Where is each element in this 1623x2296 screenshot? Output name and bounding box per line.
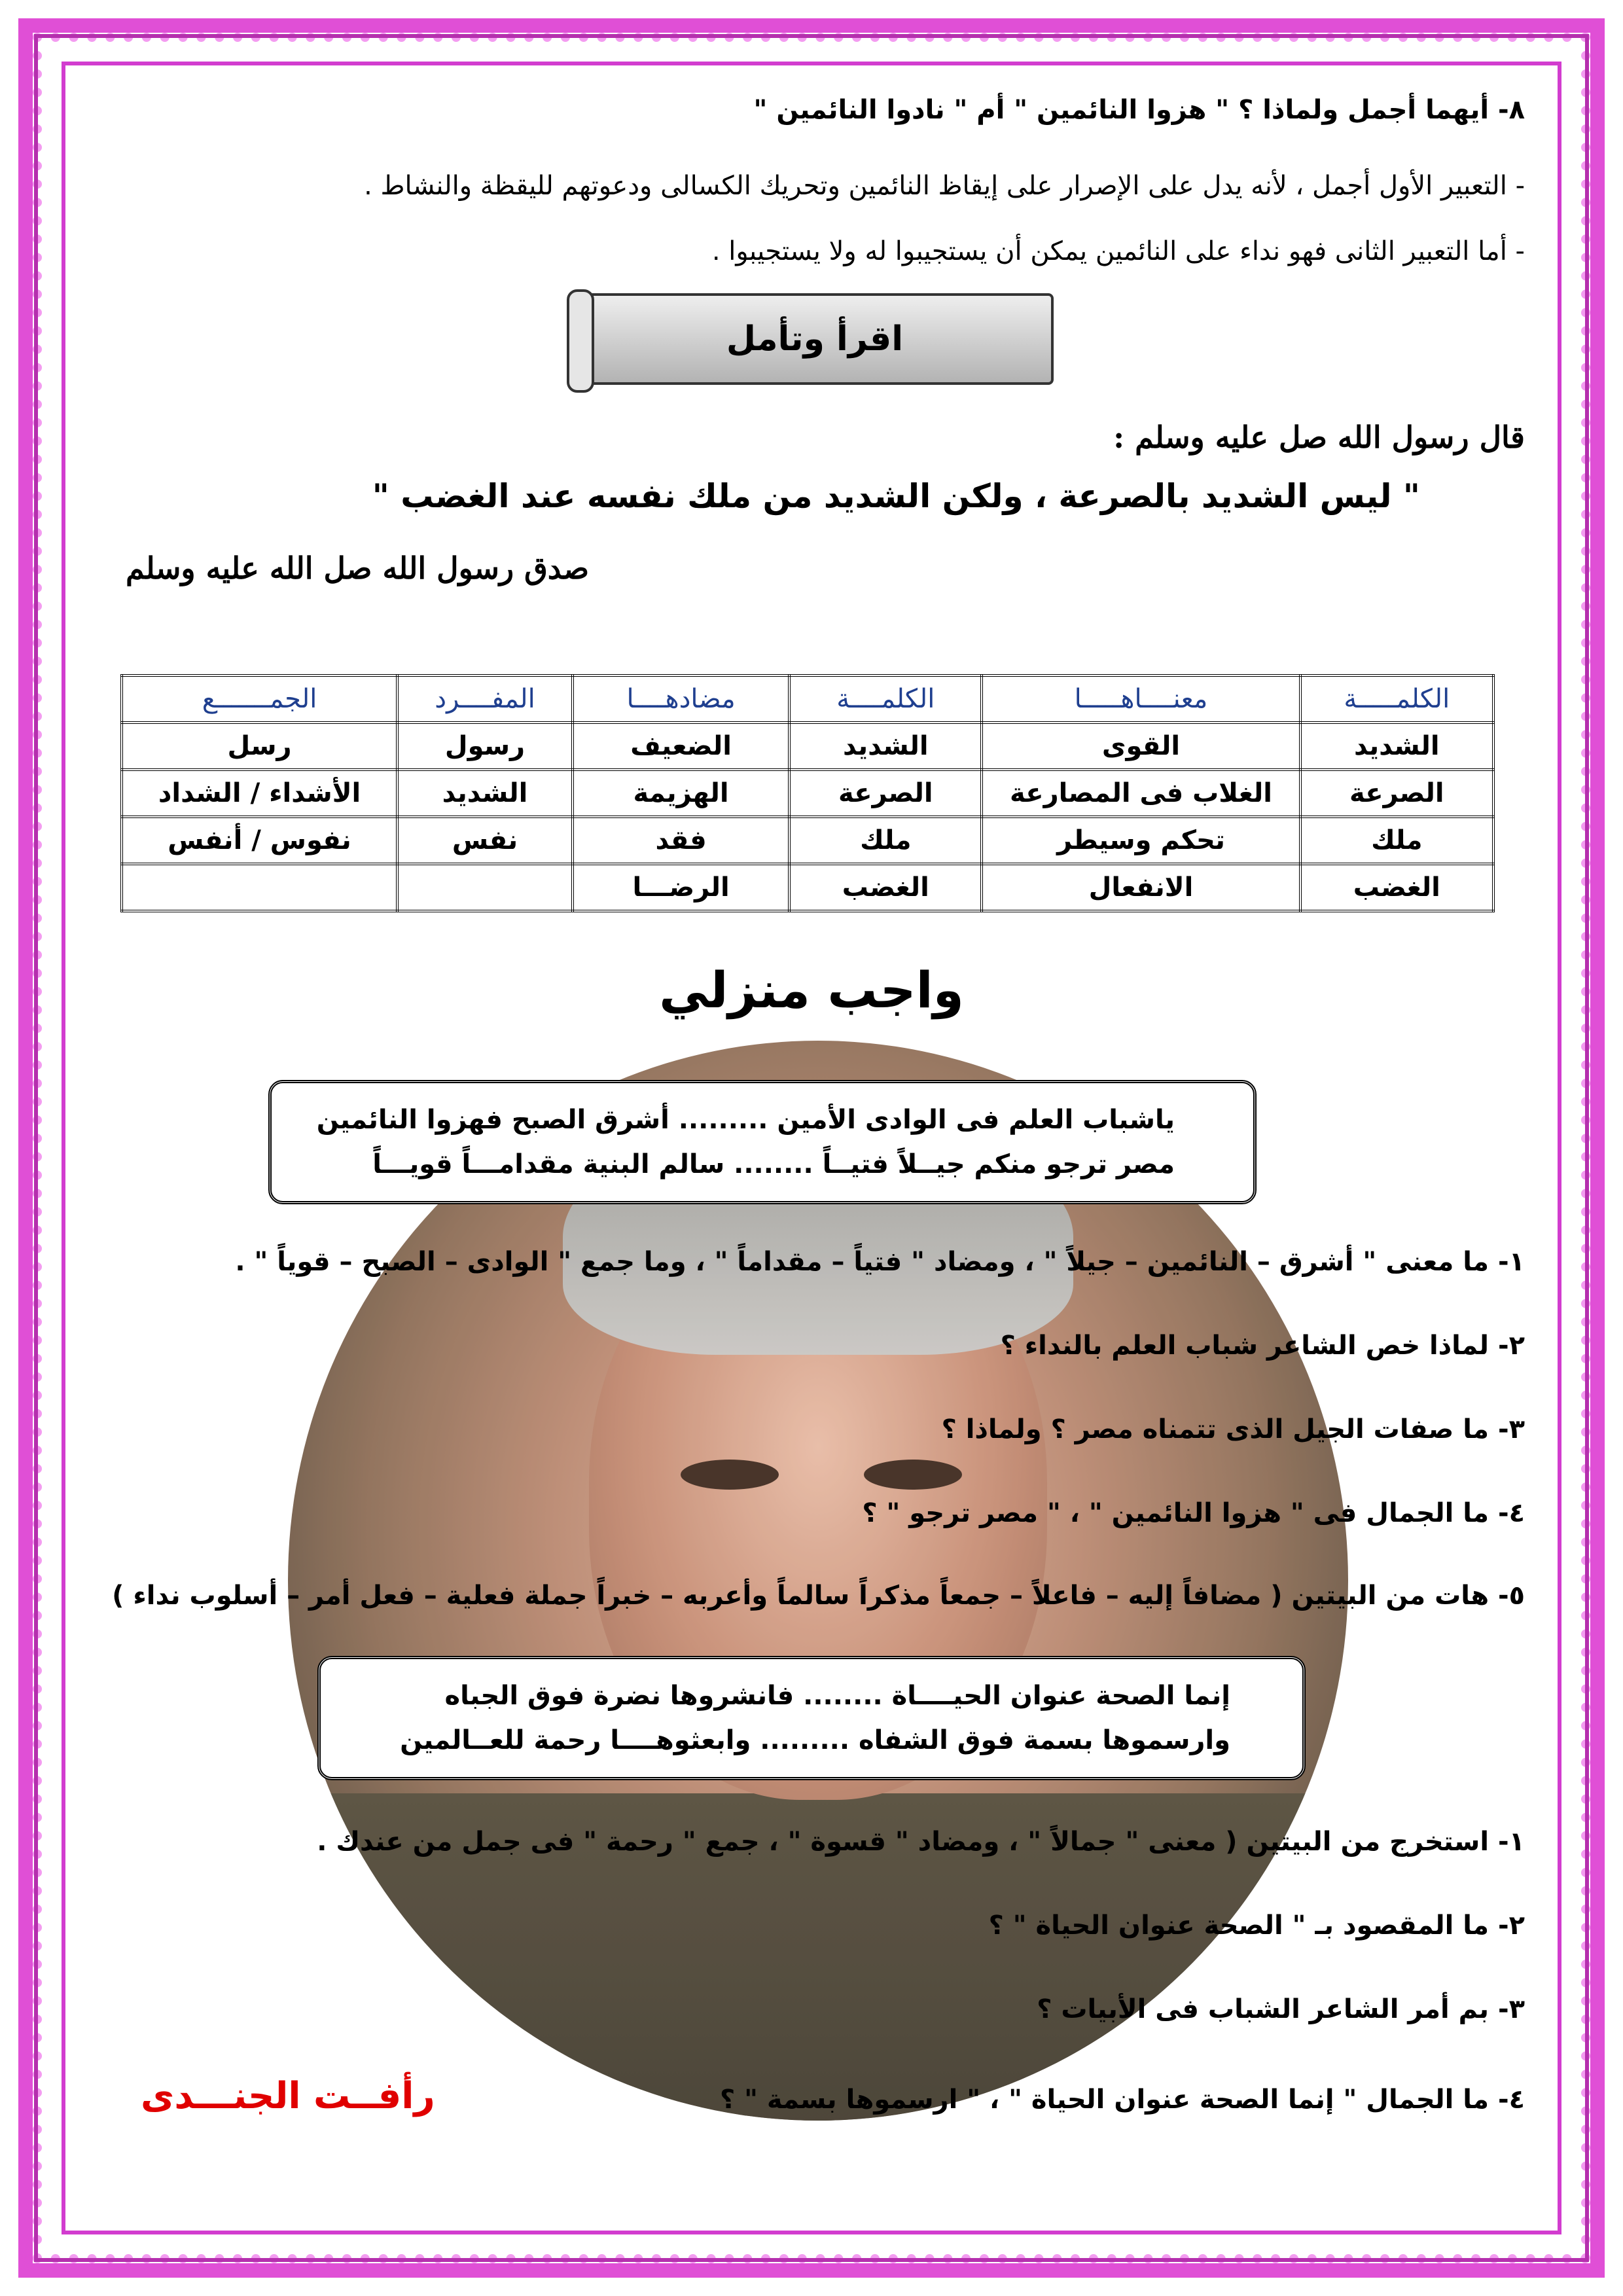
table-row: [122, 817, 1493, 864]
photo-eye: [681, 1460, 779, 1490]
table-cell: [122, 864, 397, 911]
table-cell: نفوس / أنفس: [122, 817, 397, 864]
table-cell: نفس: [397, 817, 573, 864]
read-title-banner: [576, 293, 1054, 385]
table-cell: الشديد: [1300, 723, 1493, 770]
table-cell: الغلاب فى المصارعة: [982, 770, 1300, 817]
hadith-text: " ليس الشديد بالصرعة ، ولكن الشديد من ملك نفسه عند الغضب ": [372, 477, 1420, 515]
poem-2-line-2: وارسموها بسمة فوق الشفاه ......... وابعثوهــــا رحمة للعــالمين: [400, 1725, 1230, 1755]
question-8: ٨- أيهما أجمل ولماذا ؟ " هزوا النائمين " أم " نادوا النائمين ": [753, 95, 1525, 125]
table-cell: الضعيف: [573, 723, 789, 770]
hw2-question-3: ٣- بم أمر الشاعر الشباب فى الأبيات ؟: [1037, 1994, 1525, 2024]
poem-2-line-1: إنما الصحة عنوان الحيــــاة ........ فانشروها نضرة فوق الجباه: [444, 1681, 1230, 1711]
col-header-word: الكلمـــــة: [1300, 675, 1493, 723]
answer-1: - التعبير الأول أجمل ، لأنه يدل على الإصرار على إيقاظ النائمين وتحريك الكسالى ودعوتهم لليقظة والنشاط .: [364, 171, 1525, 201]
table-cell: الشديد: [397, 770, 573, 817]
photo-eye: [864, 1460, 962, 1490]
table-cell: ملك: [1300, 817, 1493, 864]
table-cell: الهزيمة: [573, 770, 789, 817]
table-cell: رسول: [397, 723, 573, 770]
table-cell: الشديد: [789, 723, 982, 770]
hadith-intro: قال رسول الله صل عليه وسلم :: [1113, 420, 1525, 455]
poem-1-line-1: ياشباب العلم فى الوادى الأمين ......... أشرق الصبح فهزوا النائمين: [316, 1105, 1175, 1135]
table-cell: الصرعة: [1300, 770, 1493, 817]
vocab-header-row: [122, 675, 1493, 723]
col-header-word-2: الكلمــــة: [789, 675, 982, 723]
table-cell: الأشداء / الشداد: [122, 770, 397, 817]
table-cell: الغضب: [1300, 864, 1493, 911]
table-cell: [397, 864, 573, 911]
table-cell: فقد: [573, 817, 789, 864]
hw2-question-4: ٤- ما الجمال " إنما الصحة عنوان الحياة " ، " ارسموها بسمة " ؟: [719, 2085, 1525, 2115]
poem-box-1: [268, 1080, 1257, 1204]
table-cell: القوى: [982, 723, 1300, 770]
poem-1-line-2: مصر ترجو منكم جيــلاً فتيــاً ........ سالم البنية مقدامـــاً قويـــاً: [372, 1149, 1175, 1179]
hw1-question-2: ٢- لماذا خص الشاعر شباب العلم بالنداء ؟: [1000, 1331, 1525, 1361]
col-header-meaning: معنــــاهـــــا: [982, 675, 1300, 723]
hw2-question-2: ٢- ما المقصود بـ " الصحة عنوان الحياة " ؟: [988, 1910, 1525, 1941]
table-cell: تحكم وسيطر: [982, 817, 1300, 864]
read-title: اقرأ وتأمل: [726, 319, 904, 359]
col-header-opposite: مضادهــــا: [573, 675, 789, 723]
poem-box-2: [317, 1656, 1306, 1780]
col-header-singular: المفــــرد: [397, 675, 573, 723]
hw1-question-1: ١- ما معنى " أشرق – النائمين – جيلاً " ، ومضاد " فتياً – مقداماً " ، وما جمع " الوادى – الصبح – قوياً " .: [235, 1247, 1525, 1277]
hadith-closing: صدق رسول الله صل الله عليه وسلم: [125, 550, 589, 586]
table-cell: ملك: [789, 817, 982, 864]
col-header-plural: الجمـــــــع: [122, 675, 397, 723]
table-cell: الرضـــا: [573, 864, 789, 911]
table-cell: الغضب: [789, 864, 982, 911]
hw2-question-1: ١- استخرج من البيتين ( معنى " جمالاً " ، ومضاد " قسوة " ، جمع " رحمة " فى جمل من عندك .: [317, 1827, 1525, 1857]
table-cell: الانفعال: [982, 864, 1300, 911]
hw1-question-3: ٣- ما صفات الجيل الذى تتمناه مصر ؟ ولماذا ؟: [941, 1414, 1525, 1444]
table-cell: الصرعة: [789, 770, 982, 817]
answer-2: - أما التعبير الثانى فهو نداء على النائمين يمكن أن يستجيبوا له ولا يستجيبوا .: [711, 236, 1525, 266]
homework-title: واجب منزلي: [659, 961, 964, 1019]
table-row: [122, 723, 1493, 770]
hw1-question-5: ٥- هات من البيتين ( مضافاً إليه – فاعلاً – جمعاً مذكراً سالماً وأعربه – خبراً جملة فعلية – فعل أمر – أسلوب نداء ): [112, 1581, 1525, 1611]
table-row: [122, 864, 1493, 911]
table-cell: رسل: [122, 723, 397, 770]
hw1-question-4: ٤- ما الجمال فى " هزوا النائمين " ، " مصر ترجو " ؟: [862, 1498, 1525, 1528]
vocab-table: [120, 674, 1495, 912]
author-name: رأفــت الجنـــدى: [141, 2075, 435, 2117]
table-row: [122, 770, 1493, 817]
